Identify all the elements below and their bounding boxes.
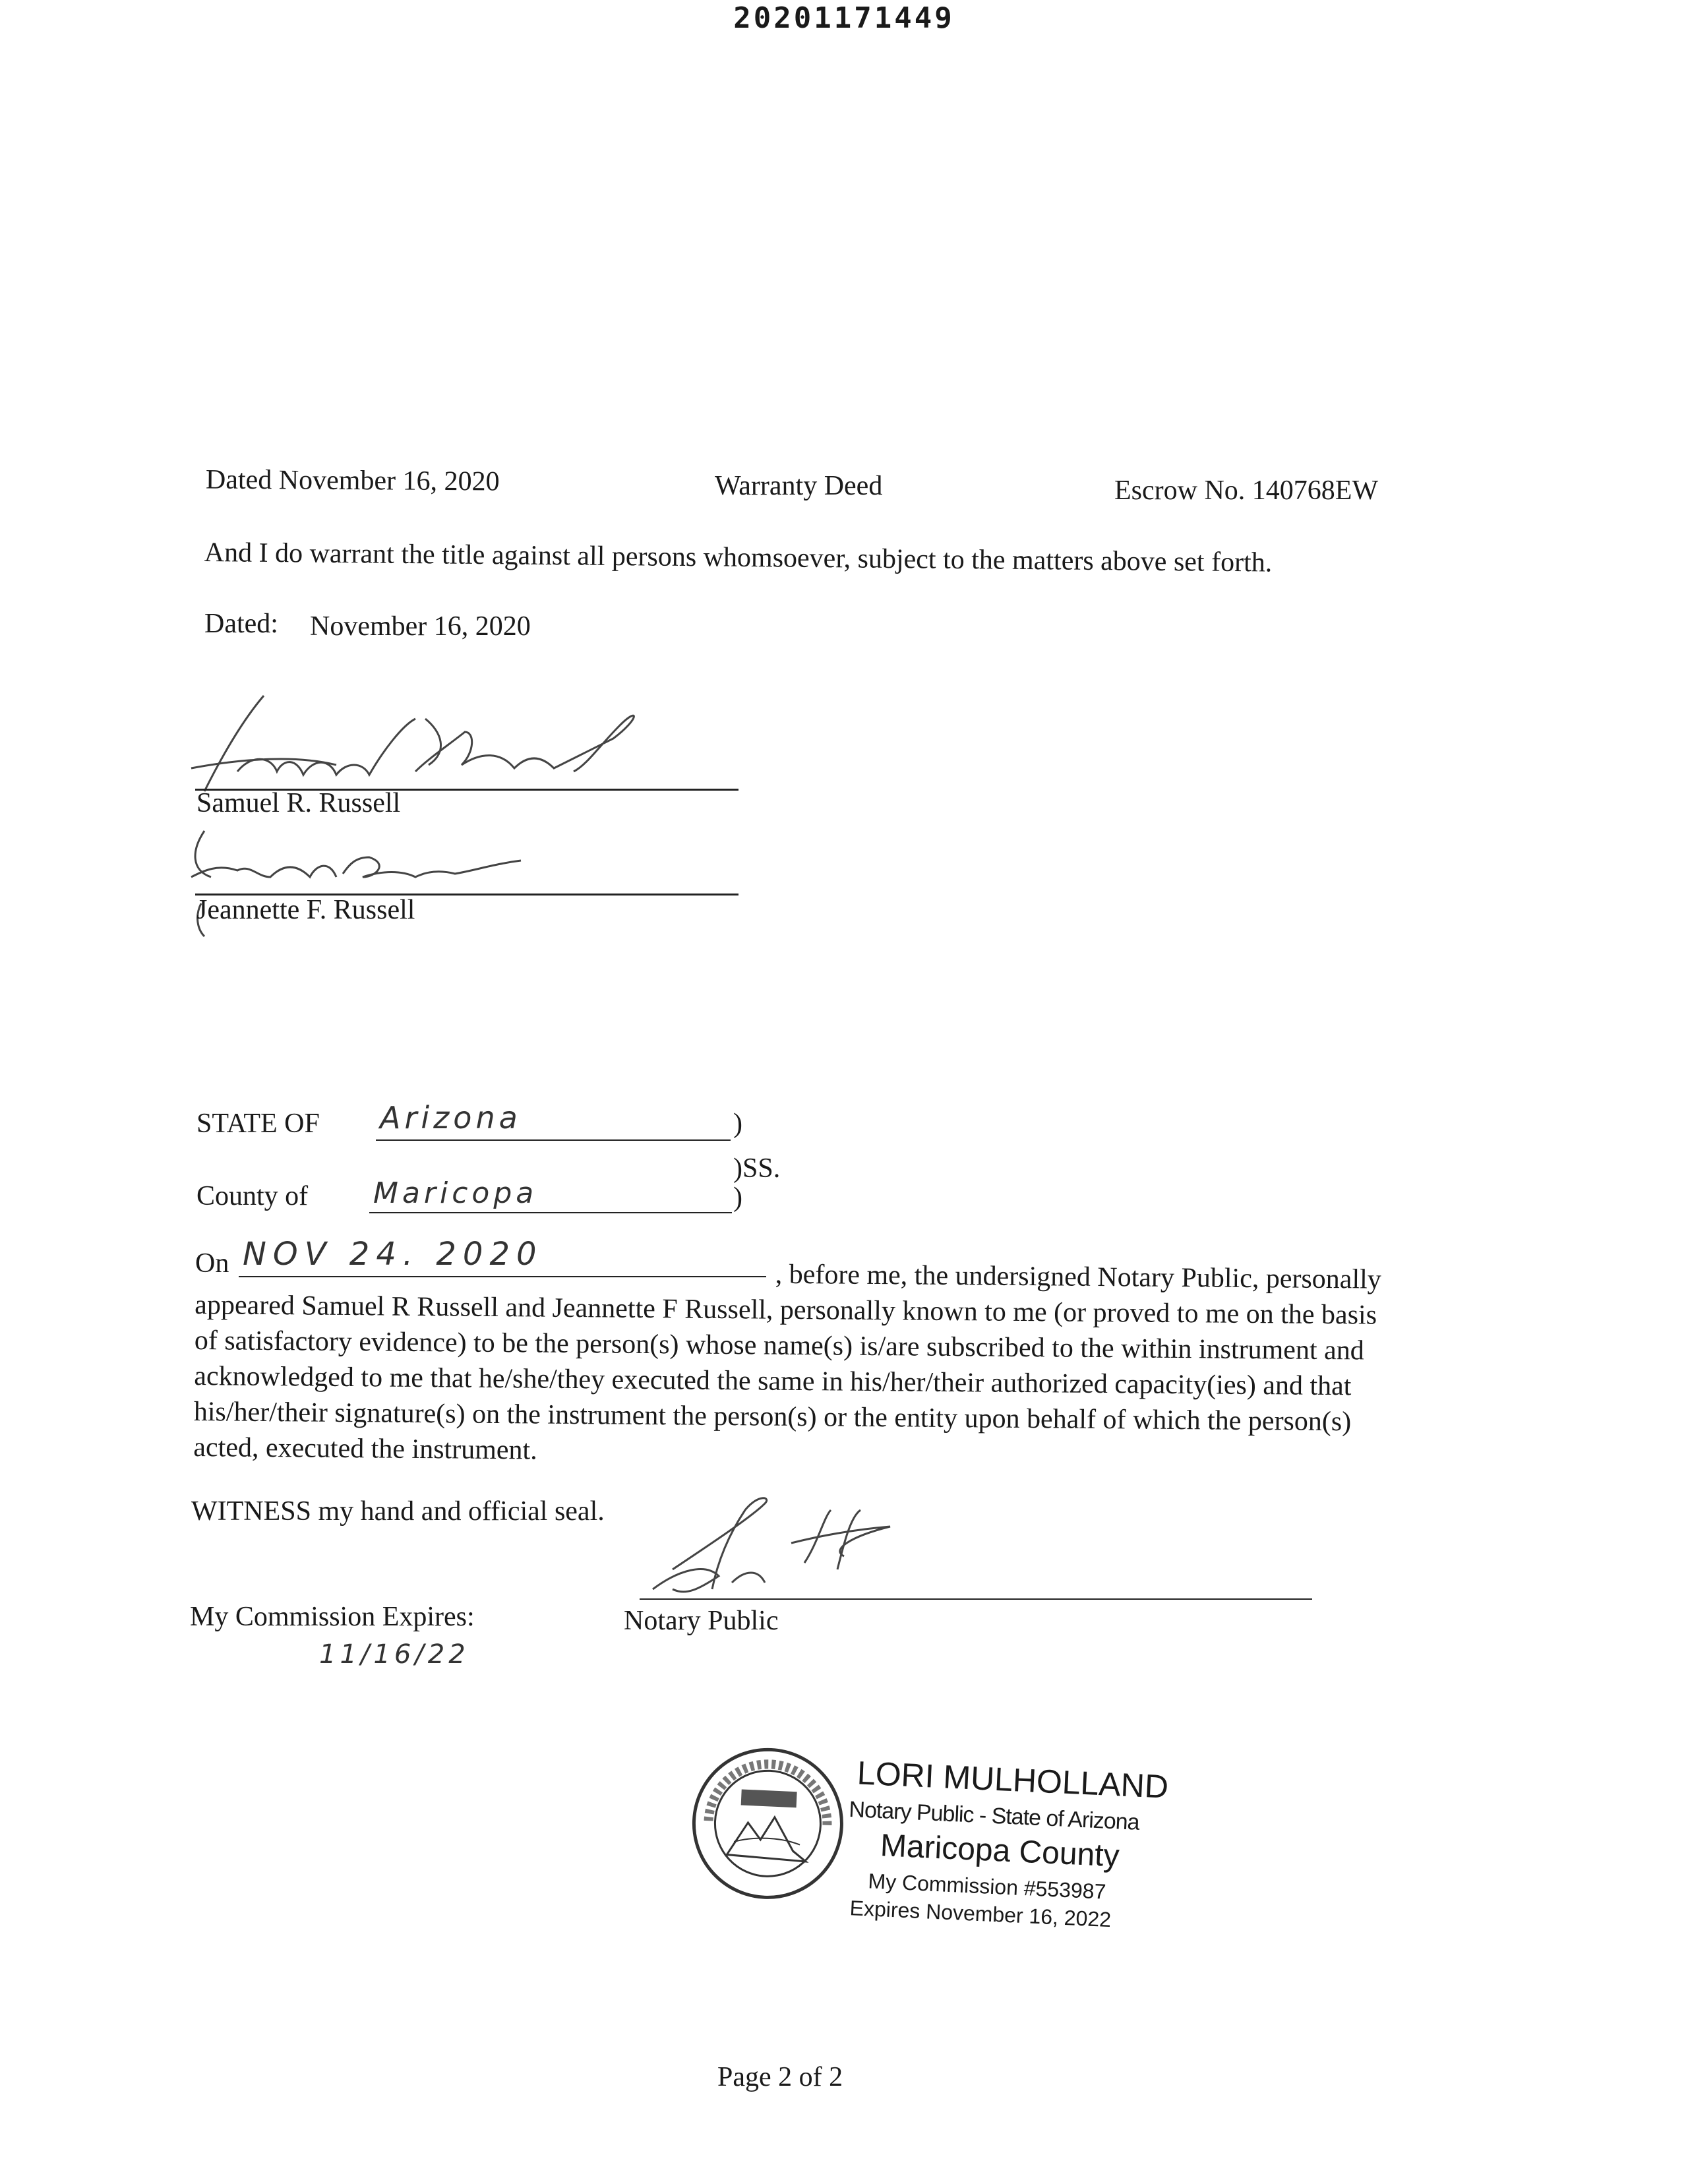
document-number: 20201171449 (733, 1, 955, 35)
acknowledgment-text: , before me, the undersigned Notary Public, personally appeared Samuel R Russell and Jeannette F Russell, personally known to me (or proved to me on the basis of satisfactory evidence) to be the person(s) whose name(s) is/are subscribed to the within instrument and acknowledged to me that he/she/they executed the same in his/her/their authorized capacity(ies) and that his/her/their signature(s) on the instrument the person(s) or the entity upon behalf of which the person(s) acted, executed the instrument. (193, 1259, 1381, 1466)
signer-name-1: Samuel R. Russell (196, 788, 401, 818)
on-label: On (195, 1248, 229, 1279)
ss-label: )SS. (733, 1153, 781, 1184)
county-label: County of (196, 1181, 309, 1211)
notary-signature-line (640, 1598, 1312, 1600)
state-handwritten: Arizona (380, 1100, 522, 1136)
commission-date-handwritten: 11/16/22 (319, 1639, 469, 1670)
stamp-title: Notary Public - State of Arizona (848, 1796, 1140, 1835)
county-line (369, 1212, 732, 1213)
dated-label: Dated: (204, 609, 278, 639)
paren-top: ) (733, 1108, 742, 1139)
state-label: STATE OF (196, 1108, 320, 1139)
commission-label: My Commission Expires: (190, 1602, 475, 1632)
dated-value: November 16, 2020 (310, 611, 531, 642)
paren-bottom: ) (733, 1182, 742, 1213)
state-seal-icon (685, 1741, 851, 1906)
acknowledgment-date-handwritten: NOV 24. 2020 (243, 1236, 543, 1273)
page-footer: Page 2 of 2 (717, 2062, 843, 2092)
notary-stamp (683, 1741, 1193, 1961)
notary-label: Notary Public (624, 1606, 779, 1636)
notary-signature (633, 1490, 950, 1609)
signer-name-2: Jeannette F. Russell (196, 895, 415, 925)
stamp-commission: My Commission #553987 (867, 1869, 1107, 1904)
county-handwritten: Maricopa (373, 1176, 538, 1210)
state-line (376, 1139, 731, 1141)
stamp-name: LORI MULHOLLAND (856, 1754, 1170, 1805)
header-escrow: Escrow No. 140768EW (1114, 475, 1379, 506)
header-title: Warranty Deed (715, 471, 883, 501)
stamp-expires: Expires November 16, 2022 (849, 1896, 1112, 1932)
header-dated: Dated November 16, 2020 (205, 464, 500, 497)
warranty-statement: And I do warrant the title against all persons whomsoever, subject to the matters above set forth. (204, 537, 1273, 578)
stamp-county: Maricopa County (879, 1828, 1120, 1874)
witness-line: WITNESS my hand and official seal. (191, 1496, 605, 1527)
